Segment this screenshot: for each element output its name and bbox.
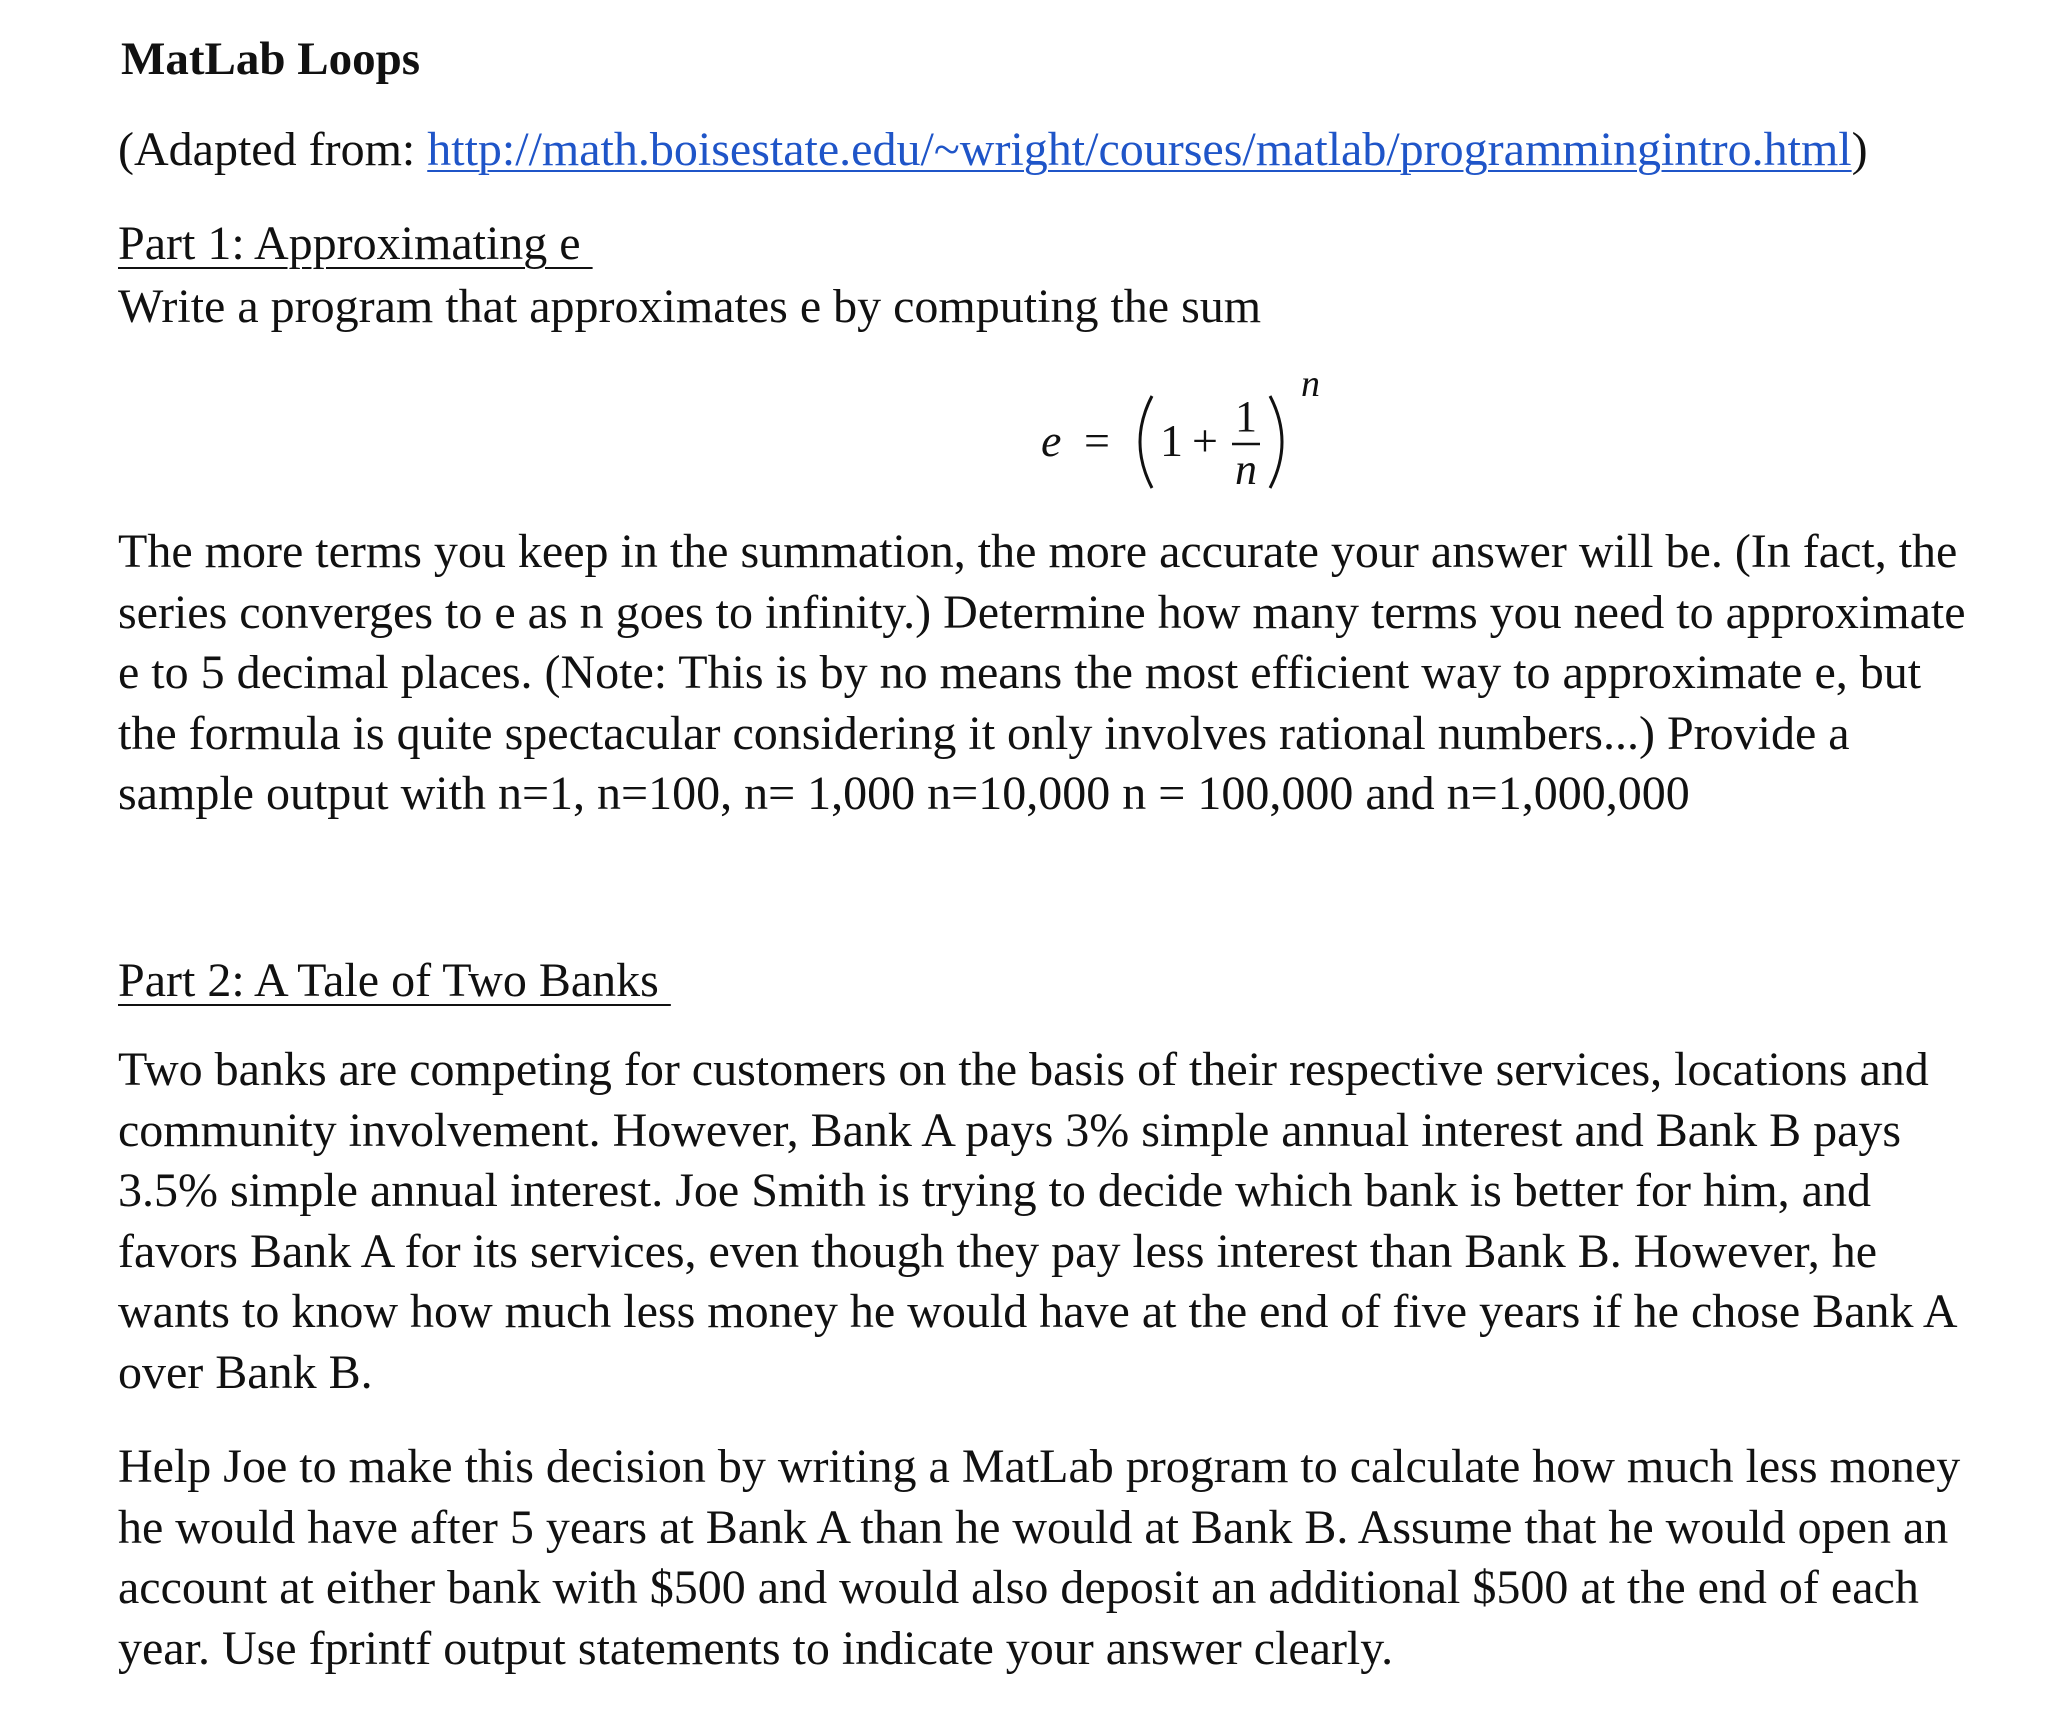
formula-lhs: e [1041,415,1062,466]
adapted-from-line [118,122,1868,177]
part1-line: sample output with n=1, n=100, n= 1,000 n=10,000 n = 100,000 and n=1,000,000 [118,767,1690,820]
part2-line: Help Joe to make this decision by writing a MatLab program to calculate how much less money [118,1440,1961,1493]
part1-intro: Write a program that approximates e by computing the sum [118,280,1262,333]
adapted-prefix: (Adapted from: [118,123,428,176]
formula-exponent: n [1301,363,1320,405]
part2-line: Two banks are competing for customers on the basis of their respective services, locations and [118,1043,1929,1096]
part2-line: favors Bank A for its services, even though they pay less interest than Bank B. However, he [118,1224,1878,1278]
part2-line: over Bank B. [118,1345,373,1399]
part2-heading: Part 2: A Tale of Two Banks [118,954,671,1007]
part1-heading: Part 1: Approximating e [118,217,593,270]
part2-line: community involvement. However, Bank A pays 3% simple annual interest and Bank B pays [118,1103,1902,1157]
formula-left-paren [1140,396,1152,488]
source-link[interactable]: http://math.boisestate.edu/~wright/courses/matlab/programmingintro.html [427,123,1852,176]
document-title: MatLab Loops [121,33,421,85]
part2-line: 3.5% simple annual interest. Joe Smith is trying to decide which bank is better for him, and [118,1164,1871,1217]
part1-line: The more terms you keep in the summation, the more accurate your answer will be. (In fact, the [118,525,1958,578]
e-formula [920,363,1340,498]
formula-one: 1 [1160,415,1183,466]
part2-line: wants to know how much less money he would have at the end of five years if he chose Bank A [118,1285,1958,1338]
formula-equals: = [1084,415,1110,466]
formula-plus: + [1192,415,1218,466]
formula-denominator: n [1235,445,1257,494]
adapted-suffix: ) [1851,123,1868,176]
formula-numerator: 1 [1235,392,1257,441]
part2-line: year. Use fprintf output statements to indicate your answer clearly. [118,1621,1394,1675]
part2-paragraph-2 [118,1437,1960,1679]
part1-line: e to 5 decimal places. (Note: This is by no means the most efficient way to approximate e, but [118,646,1922,699]
part1-paragraph [118,522,1966,825]
part2-line: account at either bank with $500 and would also deposit an additional $500 at the end of each [118,1561,1919,1614]
part2-line: he would have after 5 years at Bank A than he would at Bank B. Assume that he would open an [118,1500,1949,1554]
part2-paragraph-1 [118,1040,1958,1403]
formula-right-paren [1270,396,1282,488]
part1-line: series converges to e as n goes to infinity.) Determine how many terms you need to approximate [118,585,1966,639]
part1-line: the formula is quite spectacular considering it only involves rational numbers...) Provide a [118,706,1850,760]
